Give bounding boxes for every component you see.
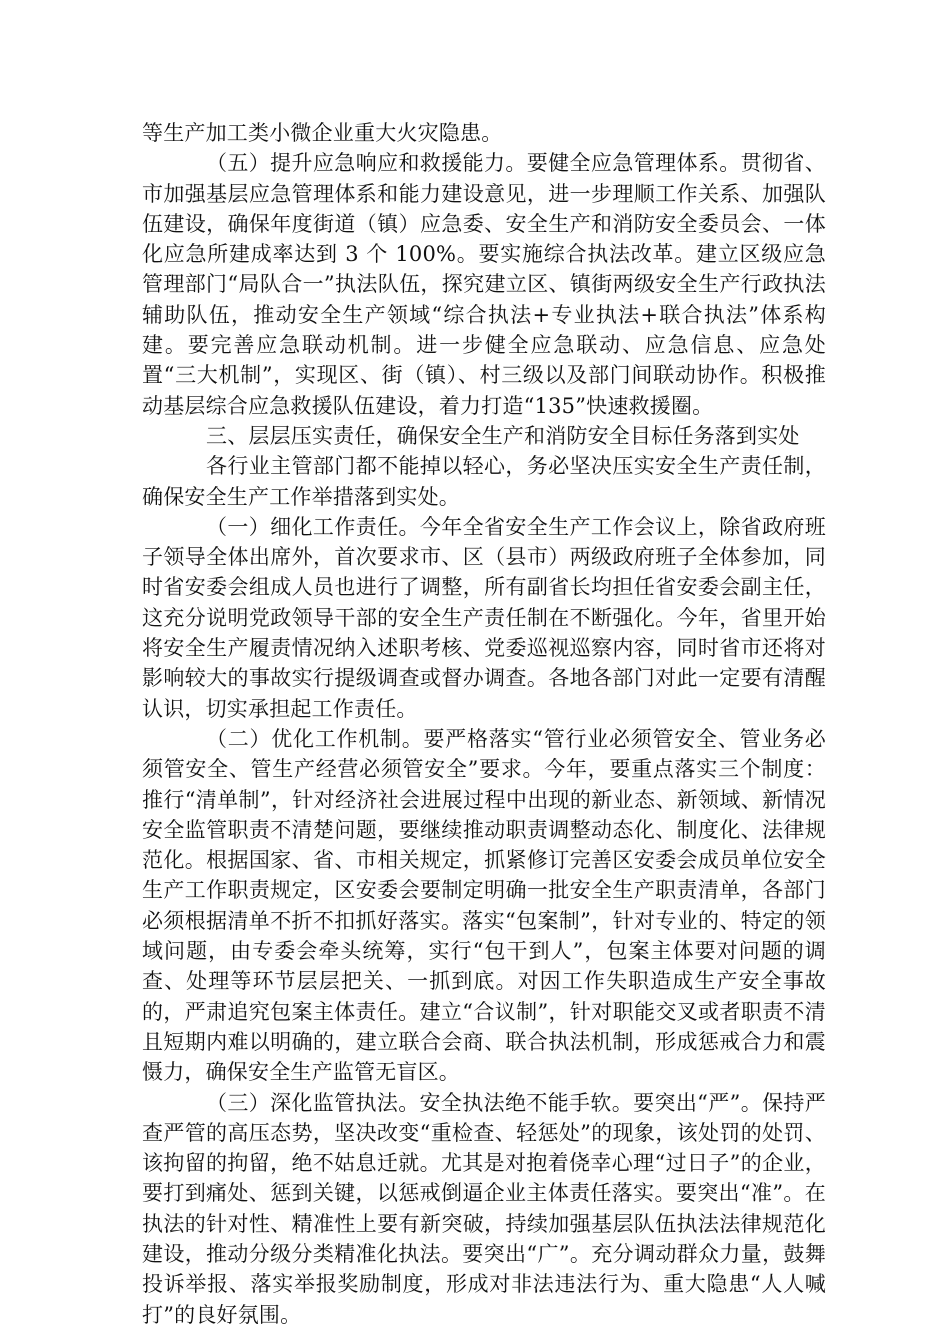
section-heading-3: 三、层层压实责任，确保安全生产和消防安全目标任务落到实处 xyxy=(206,423,800,448)
paragraph-continuation: 等生产加工类小微企业重大火灾隐患。 xyxy=(142,121,503,145)
document-body xyxy=(142,118,826,1330)
paragraph-refine-responsibility: （一）细化工作责任。今年全省安全生产工作会议上，除省政府班子领导全体出席外，首次要求市、区（县市）两级政府班子全体参加，同时省安委会组成人员也进行了调整，所有副省长均担任省安委会副主任，这充分说明党政领导干部的安全生产责任制在不断强化。今年，省里开始将安全生产履责情况纳入述职考核、党委巡视巡察内容，同时省市还将对影响较大的事故实行提级调查或督办调查。各地各部门对此一定要有清醒认识，切实承担起工作责任。 xyxy=(142,514,826,721)
paragraph-emergency-response: （五）提升应急响应和救援能力。要健全应急管理体系。贯彻省、市加强基层应急管理体系和能力建设意见，进一步理顺工作关系、加强队伍建设，确保年度街道（镇）应急委、安全生产和消防安全委员会、一体化应急所建成率达到 3 个 100%。要实施综合执法改革。建立区级应急管理部门“局队合一”执法队伍，探究建立区、镇街两级安全生产行政执法辅助队伍，推动安全生产领域“综合执法+专业执法+联合执法”体系构建。要完善应急联动机制。进一步健全应急联动、应急信息、应急处置“三大机制”，实现区、街（镇）、村三级以及部门间联动协作。积极推动基层综合应急救援队伍建设，着力打造“135”快速救援圈。 xyxy=(142,151,826,418)
paragraph-optimize-mechanism: （二）优化工作机制。要严格落实“管行业必须管安全、管业务必须管安全、管生产经营必须管安全”要求。今年，要重点落实三个制度：推行“清单制”，针对经济社会进展过程中出现的新业态、新领域、新情况安全监管职责不清楚问题，要继续推动职责调整动态化、制度化、法律规范化。根据国家、省、市相关规定，抓紧修订完善区安委会成员单位安全生产工作职责规定，区安委会要制定明确一批安全生产职责清单，各部门必须根据清单不折不扣抓好落实。落实“包案制”，针对专业的、特定的领域问题，由专委会牵头统筹，实行“包干到人”，包案主体要对问题的调查、处理等环节层层把关、一抓到底。对因工作失职造成生产安全事故的，严肃追究包案主体责任。建立“合议制”，针对职能交叉或者职责不清且短期内难以明确的，建立联合会商、联合执法机制，形成惩戒合力和震慑力，确保安全生产监管无盲区。 xyxy=(142,726,826,1085)
paragraph-deepen-enforcement: （三）深化监管执法。安全执法绝不能手软。要突出“严”。保持严查严管的高压态势，坚决改变“重检查、轻惩处”的现象，该处罚的处罚、该拘留的拘留，绝不姑息迁就。尤其是对抱着侥幸心理“过日子”的企业，要打到痛处、惩到关键，以惩戒倒逼企业主体责任落实。要突出“准”。在执法的针对性、精准性上要有新突破，持续加强基层队伍执法法律规范化建设，推动分级分类精准化执法。要突出“广”。充分调动群众力量，鼓舞投诉举报、落实举报奖励制度，形成对非法违法行为、重大隐患“人人喊打”的良好氛围。 xyxy=(142,1090,826,1327)
paragraph-section-intro: 各行业主管部门都不能掉以轻心，务必坚决压实安全生产责任制，确保安全生产工作举措落到实处。 xyxy=(142,454,826,509)
